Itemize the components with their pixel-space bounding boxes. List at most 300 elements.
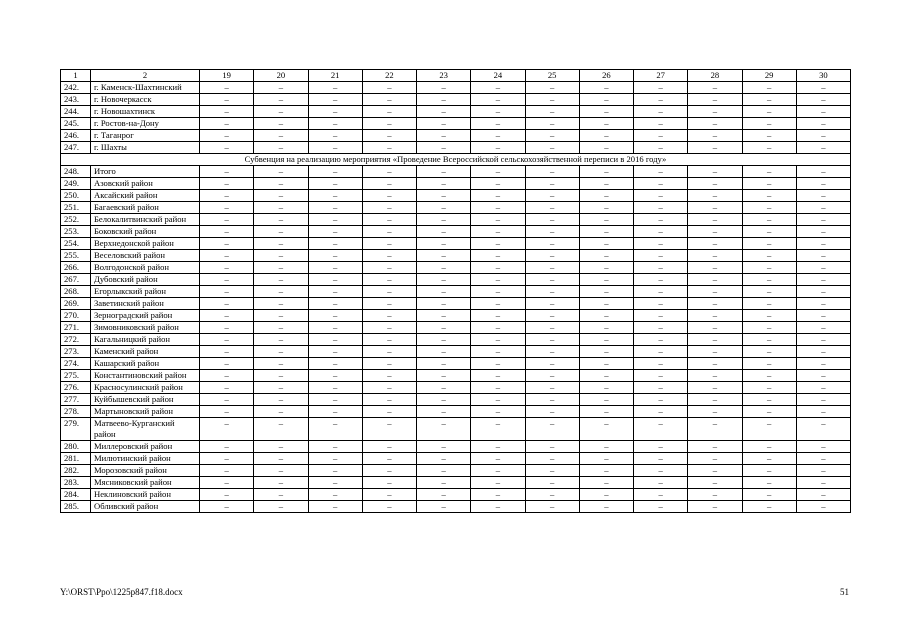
- value-cell: –: [471, 226, 525, 238]
- value-cell: –: [254, 418, 308, 441]
- value-cell: –: [362, 382, 416, 394]
- value-cell: –: [471, 202, 525, 214]
- value-cell: –: [308, 334, 362, 346]
- value-cell: –: [308, 322, 362, 334]
- value-cell: –: [200, 214, 254, 226]
- value-cell: –: [525, 501, 579, 513]
- value-cell: –: [796, 250, 850, 262]
- value-cell: –: [634, 274, 688, 286]
- value-cell: –: [634, 346, 688, 358]
- value-cell: –: [308, 214, 362, 226]
- row-name: Багаевский район: [91, 202, 200, 214]
- value-cell: –: [742, 501, 796, 513]
- row-number: 276.: [61, 382, 91, 394]
- value-cell: –: [742, 286, 796, 298]
- value-cell: –: [525, 142, 579, 154]
- value-cell: –: [579, 310, 633, 322]
- value-cell: –: [634, 406, 688, 418]
- value-cell: –: [525, 310, 579, 322]
- value-cell: –: [796, 358, 850, 370]
- value-cell: –: [796, 178, 850, 190]
- value-cell: –: [308, 82, 362, 94]
- value-cell: –: [579, 477, 633, 489]
- value-cell: –: [362, 190, 416, 202]
- value-cell: –: [417, 142, 471, 154]
- value-cell: –: [688, 166, 742, 178]
- value-cell: –: [688, 178, 742, 190]
- value-cell: –: [796, 465, 850, 477]
- value-cell: –: [688, 465, 742, 477]
- value-cell: –: [254, 202, 308, 214]
- value-cell: –: [308, 310, 362, 322]
- value-cell: –: [796, 501, 850, 513]
- row-number: 279.: [61, 418, 91, 441]
- section-row: [61, 154, 851, 166]
- value-cell: –: [525, 214, 579, 226]
- value-cell: –: [362, 465, 416, 477]
- value-cell: –: [254, 94, 308, 106]
- row-number: 285.: [61, 501, 91, 513]
- value-cell: –: [796, 370, 850, 382]
- value-cell: –: [200, 298, 254, 310]
- value-cell: –: [579, 106, 633, 118]
- value-cell: –: [742, 441, 796, 453]
- row-name: Азовский район: [91, 178, 200, 190]
- value-cell: –: [579, 166, 633, 178]
- value-cell: –: [634, 441, 688, 453]
- value-cell: –: [796, 226, 850, 238]
- row-name: г. Каменск-Шахтинский: [91, 82, 200, 94]
- column-header: 1: [61, 70, 91, 82]
- value-cell: –: [200, 310, 254, 322]
- value-cell: –: [417, 178, 471, 190]
- value-cell: –: [254, 82, 308, 94]
- value-cell: –: [688, 298, 742, 310]
- value-cell: –: [200, 346, 254, 358]
- value-cell: –: [525, 262, 579, 274]
- value-cell: –: [471, 190, 525, 202]
- value-cell: –: [742, 214, 796, 226]
- value-cell: –: [688, 310, 742, 322]
- value-cell: –: [796, 489, 850, 501]
- value-cell: –: [254, 190, 308, 202]
- value-cell: –: [688, 477, 742, 489]
- row-number: 255.: [61, 250, 91, 262]
- value-cell: –: [634, 370, 688, 382]
- value-cell: –: [579, 358, 633, 370]
- value-cell: –: [634, 214, 688, 226]
- value-cell: –: [525, 274, 579, 286]
- value-cell: –: [200, 106, 254, 118]
- value-cell: –: [471, 94, 525, 106]
- value-cell: –: [200, 441, 254, 453]
- value-cell: –: [417, 501, 471, 513]
- value-cell: –: [525, 418, 579, 441]
- row-number: 243.: [61, 94, 91, 106]
- value-cell: –: [525, 406, 579, 418]
- row-number: 284.: [61, 489, 91, 501]
- value-cell: –: [362, 94, 416, 106]
- value-cell: –: [254, 118, 308, 130]
- value-cell: –: [308, 286, 362, 298]
- row-name: Аксайский район: [91, 190, 200, 202]
- value-cell: –: [362, 262, 416, 274]
- value-cell: –: [796, 238, 850, 250]
- value-cell: –: [362, 298, 416, 310]
- value-cell: –: [417, 418, 471, 441]
- value-cell: –: [742, 310, 796, 322]
- value-cell: –: [308, 406, 362, 418]
- value-cell: –: [579, 334, 633, 346]
- value-cell: –: [200, 226, 254, 238]
- value-cell: –: [417, 106, 471, 118]
- footer-file-path: Y:\ORST\Ppo\1225p847.f18.docx: [60, 587, 183, 597]
- value-cell: –: [417, 370, 471, 382]
- value-cell: –: [417, 118, 471, 130]
- row-name: Матвеево-Курганский район: [91, 418, 200, 441]
- value-cell: –: [742, 382, 796, 394]
- row-number: 253.: [61, 226, 91, 238]
- value-cell: –: [254, 238, 308, 250]
- value-cell: –: [308, 465, 362, 477]
- table-row: [61, 358, 851, 370]
- value-cell: –: [308, 142, 362, 154]
- row-name: Заветинский район: [91, 298, 200, 310]
- value-cell: –: [579, 214, 633, 226]
- value-cell: –: [742, 82, 796, 94]
- value-cell: –: [634, 142, 688, 154]
- value-cell: –: [688, 489, 742, 501]
- value-cell: –: [579, 178, 633, 190]
- data-table: [60, 69, 851, 513]
- row-name: г. Новошахтинск: [91, 106, 200, 118]
- row-number: 245.: [61, 118, 91, 130]
- row-name: Константиновский район: [91, 370, 200, 382]
- value-cell: –: [471, 238, 525, 250]
- value-cell: –: [525, 238, 579, 250]
- row-number: 266.: [61, 262, 91, 274]
- value-cell: –: [796, 106, 850, 118]
- value-cell: –: [362, 489, 416, 501]
- value-cell: –: [579, 441, 633, 453]
- value-cell: –: [254, 406, 308, 418]
- value-cell: –: [362, 346, 416, 358]
- value-cell: –: [525, 394, 579, 406]
- value-cell: –: [579, 82, 633, 94]
- value-cell: –: [634, 453, 688, 465]
- value-cell: –: [634, 238, 688, 250]
- row-number: 250.: [61, 190, 91, 202]
- value-cell: –: [417, 226, 471, 238]
- value-cell: –: [200, 190, 254, 202]
- value-cell: –: [525, 382, 579, 394]
- row-number: 269.: [61, 298, 91, 310]
- value-cell: –: [688, 250, 742, 262]
- column-header: 21: [308, 70, 362, 82]
- value-cell: –: [742, 166, 796, 178]
- value-cell: –: [796, 441, 850, 453]
- row-number: 283.: [61, 477, 91, 489]
- value-cell: –: [362, 106, 416, 118]
- value-cell: –: [634, 489, 688, 501]
- value-cell: –: [796, 202, 850, 214]
- value-cell: –: [525, 334, 579, 346]
- value-cell: –: [362, 477, 416, 489]
- value-cell: –: [688, 322, 742, 334]
- value-cell: –: [688, 274, 742, 286]
- value-cell: –: [308, 394, 362, 406]
- value-cell: –: [362, 178, 416, 190]
- value-cell: –: [308, 382, 362, 394]
- value-cell: –: [471, 106, 525, 118]
- value-cell: –: [742, 358, 796, 370]
- value-cell: –: [308, 94, 362, 106]
- value-cell: –: [688, 441, 742, 453]
- value-cell: –: [254, 310, 308, 322]
- table-row: [61, 477, 851, 489]
- value-cell: –: [200, 286, 254, 298]
- value-cell: –: [471, 346, 525, 358]
- row-name: Белокалитвинский район: [91, 214, 200, 226]
- value-cell: –: [471, 394, 525, 406]
- value-cell: –: [634, 394, 688, 406]
- value-cell: –: [254, 226, 308, 238]
- column-header: 2: [91, 70, 200, 82]
- value-cell: –: [525, 82, 579, 94]
- value-cell: –: [254, 370, 308, 382]
- table-row: [61, 202, 851, 214]
- value-cell: –: [634, 202, 688, 214]
- column-header: 19: [200, 70, 254, 82]
- value-cell: –: [417, 286, 471, 298]
- table-row: [61, 382, 851, 394]
- value-cell: –: [362, 214, 416, 226]
- value-cell: –: [417, 477, 471, 489]
- value-cell: –: [308, 226, 362, 238]
- value-cell: –: [796, 310, 850, 322]
- value-cell: –: [254, 214, 308, 226]
- value-cell: –: [688, 118, 742, 130]
- value-cell: –: [308, 118, 362, 130]
- value-cell: –: [688, 453, 742, 465]
- row-name: Зимовниковский район: [91, 322, 200, 334]
- table-row: [61, 250, 851, 262]
- value-cell: –: [417, 202, 471, 214]
- value-cell: –: [525, 453, 579, 465]
- row-name: Дубовский район: [91, 274, 200, 286]
- value-cell: –: [362, 394, 416, 406]
- value-cell: –: [308, 489, 362, 501]
- row-number: 274.: [61, 358, 91, 370]
- row-number: 275.: [61, 370, 91, 382]
- value-cell: –: [742, 226, 796, 238]
- value-cell: –: [796, 298, 850, 310]
- row-name: Каменский район: [91, 346, 200, 358]
- value-cell: –: [525, 250, 579, 262]
- column-header: 30: [796, 70, 850, 82]
- column-header: 28: [688, 70, 742, 82]
- value-cell: –: [254, 394, 308, 406]
- value-cell: –: [200, 202, 254, 214]
- value-cell: –: [579, 190, 633, 202]
- table-row: [61, 441, 851, 453]
- value-cell: –: [471, 465, 525, 477]
- value-cell: –: [417, 274, 471, 286]
- value-cell: –: [362, 358, 416, 370]
- table-row: [61, 489, 851, 501]
- value-cell: –: [634, 358, 688, 370]
- value-cell: –: [254, 178, 308, 190]
- value-cell: –: [688, 262, 742, 274]
- value-cell: –: [417, 489, 471, 501]
- value-cell: –: [579, 142, 633, 154]
- value-cell: –: [742, 370, 796, 382]
- value-cell: –: [362, 238, 416, 250]
- value-cell: –: [308, 262, 362, 274]
- column-header: 27: [634, 70, 688, 82]
- table-row: [61, 274, 851, 286]
- value-cell: –: [254, 453, 308, 465]
- value-cell: –: [688, 94, 742, 106]
- table-row: [61, 190, 851, 202]
- value-cell: –: [796, 82, 850, 94]
- value-cell: –: [579, 382, 633, 394]
- table-row: [61, 370, 851, 382]
- value-cell: –: [742, 394, 796, 406]
- value-cell: –: [471, 250, 525, 262]
- row-number: 254.: [61, 238, 91, 250]
- value-cell: –: [471, 82, 525, 94]
- value-cell: –: [417, 310, 471, 322]
- table-row: [61, 322, 851, 334]
- value-cell: –: [254, 465, 308, 477]
- value-cell: –: [579, 202, 633, 214]
- table-row: [61, 130, 851, 142]
- value-cell: –: [254, 501, 308, 513]
- row-name: Веселовский район: [91, 250, 200, 262]
- value-cell: –: [634, 130, 688, 142]
- column-header: 22: [362, 70, 416, 82]
- value-cell: –: [525, 226, 579, 238]
- value-cell: –: [525, 489, 579, 501]
- value-cell: –: [796, 477, 850, 489]
- column-header: 26: [579, 70, 633, 82]
- value-cell: –: [688, 202, 742, 214]
- value-cell: –: [471, 489, 525, 501]
- footer-page-number: 51: [840, 587, 849, 597]
- value-cell: –: [525, 166, 579, 178]
- value-cell: –: [417, 382, 471, 394]
- row-name: Волгодонской район: [91, 262, 200, 274]
- value-cell: –: [417, 334, 471, 346]
- row-name: Егорлыкский район: [91, 286, 200, 298]
- value-cell: –: [471, 441, 525, 453]
- value-cell: –: [200, 94, 254, 106]
- value-cell: –: [579, 298, 633, 310]
- table-row: [61, 118, 851, 130]
- row-number: 242.: [61, 82, 91, 94]
- value-cell: –: [688, 346, 742, 358]
- table-row: [61, 142, 851, 154]
- value-cell: –: [254, 334, 308, 346]
- column-header: 20: [254, 70, 308, 82]
- value-cell: –: [254, 322, 308, 334]
- value-cell: –: [200, 274, 254, 286]
- value-cell: –: [362, 501, 416, 513]
- value-cell: –: [308, 477, 362, 489]
- row-name: г. Ростов-на-Дону: [91, 118, 200, 130]
- value-cell: –: [796, 274, 850, 286]
- value-cell: –: [254, 250, 308, 262]
- value-cell: –: [254, 346, 308, 358]
- value-cell: –: [200, 142, 254, 154]
- value-cell: –: [362, 118, 416, 130]
- value-cell: –: [200, 238, 254, 250]
- table-row: [61, 214, 851, 226]
- value-cell: –: [362, 130, 416, 142]
- value-cell: –: [579, 418, 633, 441]
- row-number: 246.: [61, 130, 91, 142]
- column-header: 24: [471, 70, 525, 82]
- table-row: [61, 82, 851, 94]
- value-cell: –: [796, 453, 850, 465]
- value-cell: –: [688, 394, 742, 406]
- value-cell: –: [471, 322, 525, 334]
- table-header-row: [61, 70, 851, 82]
- value-cell: –: [742, 94, 796, 106]
- value-cell: –: [362, 406, 416, 418]
- row-name: г. Таганрог: [91, 130, 200, 142]
- value-cell: –: [742, 178, 796, 190]
- row-name: Зерноградский район: [91, 310, 200, 322]
- value-cell: –: [200, 250, 254, 262]
- value-cell: –: [417, 214, 471, 226]
- row-name: Кагальницкий район: [91, 334, 200, 346]
- table-row: [61, 394, 851, 406]
- row-number: 252.: [61, 214, 91, 226]
- value-cell: –: [362, 274, 416, 286]
- value-cell: –: [471, 406, 525, 418]
- value-cell: –: [417, 346, 471, 358]
- value-cell: –: [688, 226, 742, 238]
- value-cell: –: [688, 418, 742, 441]
- value-cell: –: [308, 238, 362, 250]
- value-cell: –: [688, 334, 742, 346]
- value-cell: –: [525, 286, 579, 298]
- value-cell: –: [634, 322, 688, 334]
- value-cell: –: [254, 262, 308, 274]
- value-cell: –: [688, 238, 742, 250]
- value-cell: –: [471, 501, 525, 513]
- value-cell: –: [471, 310, 525, 322]
- value-cell: –: [471, 334, 525, 346]
- value-cell: –: [796, 394, 850, 406]
- value-cell: –: [254, 166, 308, 178]
- value-cell: –: [579, 118, 633, 130]
- table-row: [61, 262, 851, 274]
- value-cell: –: [417, 166, 471, 178]
- value-cell: –: [200, 501, 254, 513]
- value-cell: –: [200, 394, 254, 406]
- value-cell: –: [579, 262, 633, 274]
- value-cell: –: [742, 406, 796, 418]
- value-cell: –: [579, 238, 633, 250]
- value-cell: –: [796, 382, 850, 394]
- value-cell: –: [579, 370, 633, 382]
- row-name: Морозовский район: [91, 465, 200, 477]
- value-cell: –: [471, 274, 525, 286]
- value-cell: –: [417, 262, 471, 274]
